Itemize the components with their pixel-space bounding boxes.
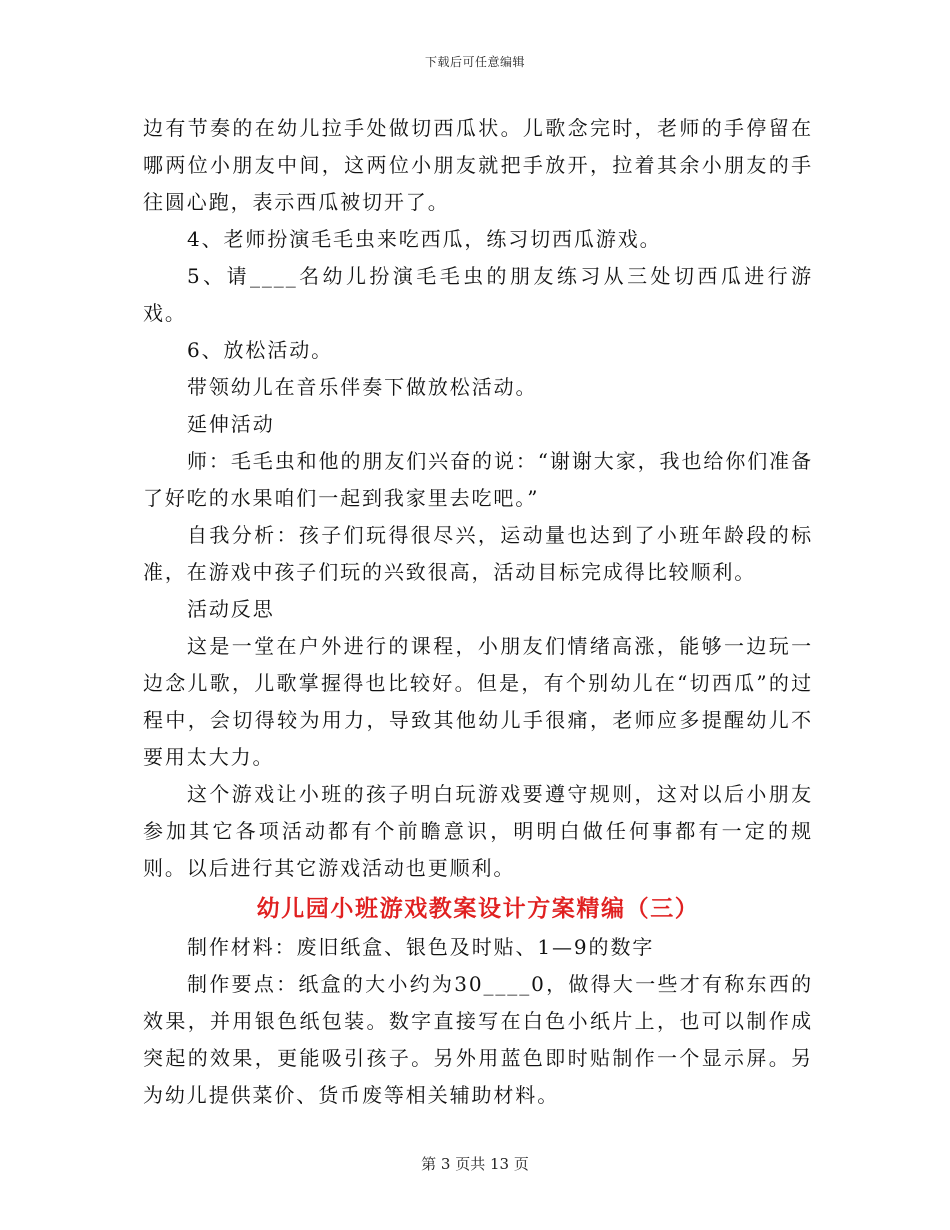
paragraph-reflection-1: 这是一堂在户外进行的课程，小朋友们情绪高涨，能够一边玩一边念儿歌，儿歌掌握得也比较好。但是，有个别幼儿在“切西瓜”的过程中，会切得较为用力，导致其他幼儿手很痛，老师应多提醒幼儿不要用太大力。 <box>143 634 813 769</box>
paragraph-step-4: 4、老师扮演毛毛虫来吃西瓜，练习切西瓜游戏。 <box>187 227 662 251</box>
paragraph-continuation: 边有节奏的在幼儿拉手处做切西瓜状。儿歌念完时，老师的手停留在哪两位小朋友中间，这两位小朋友就把手放开，拉着其余小朋友的手往圆心跑，表示西瓜被切开了。 <box>143 116 813 214</box>
paragraph-self-analysis: 自我分析：孩子们玩得很尽兴，运动量也达到了小班年龄段的标准，在游戏中孩子们玩的兴致很高，活动目标完成得比较顺利。 <box>143 523 813 584</box>
document-body <box>143 110 813 1114</box>
paragraph-step-6: 6、放松活动。 <box>187 338 334 362</box>
paragraph-step-5: 5、请____名幼儿扮演毛毛虫的朋友练习从三处切西瓜进行游戏。 <box>143 264 813 325</box>
page-number: 第 3 页共 13 页 <box>421 1155 529 1173</box>
paragraph-teacher-quote: 师：毛毛虫和他的朋友们兴奋的说：“谢谢大家，我也给你们准备了好吃的水果咱们一起到我家里去吃吧。” <box>143 449 813 510</box>
header-note: 下载后可任意编辑 <box>424 55 525 69</box>
paragraph-materials: 制作材料：废旧纸盒、银色及时贴、1—9的数字 <box>187 935 655 959</box>
paragraph-relax-activity: 带领幼儿在音乐伴奏下做放松活动。 <box>187 375 538 399</box>
heading-extension-activity: 延伸活动 <box>187 412 275 436</box>
section-title: 幼儿园小班游戏教案设计方案精编（三） <box>256 895 700 922</box>
paragraph-key-points: 制作要点：纸盒的大小约为30____0，做得大一些才有称东西的效果，并用银色纸包装。数字直接写在白色小纸片上，也可以制作成突起的效果，更能吸引孩子。另外用蓝色即时贴制作一个显示屏。另为幼儿提供菜价、货币废等相关辅助材料。 <box>143 972 813 1107</box>
heading-activity-reflection: 活动反思 <box>187 597 275 621</box>
paragraph-reflection-2: 这个游戏让小班的孩子明白玩游戏要遵守规则，这对以后小朋友参加其它各项活动都有个前瞻意识，明明白做任何事都有一定的规则。以后进行其它游戏活动也更顺利。 <box>143 782 813 880</box>
